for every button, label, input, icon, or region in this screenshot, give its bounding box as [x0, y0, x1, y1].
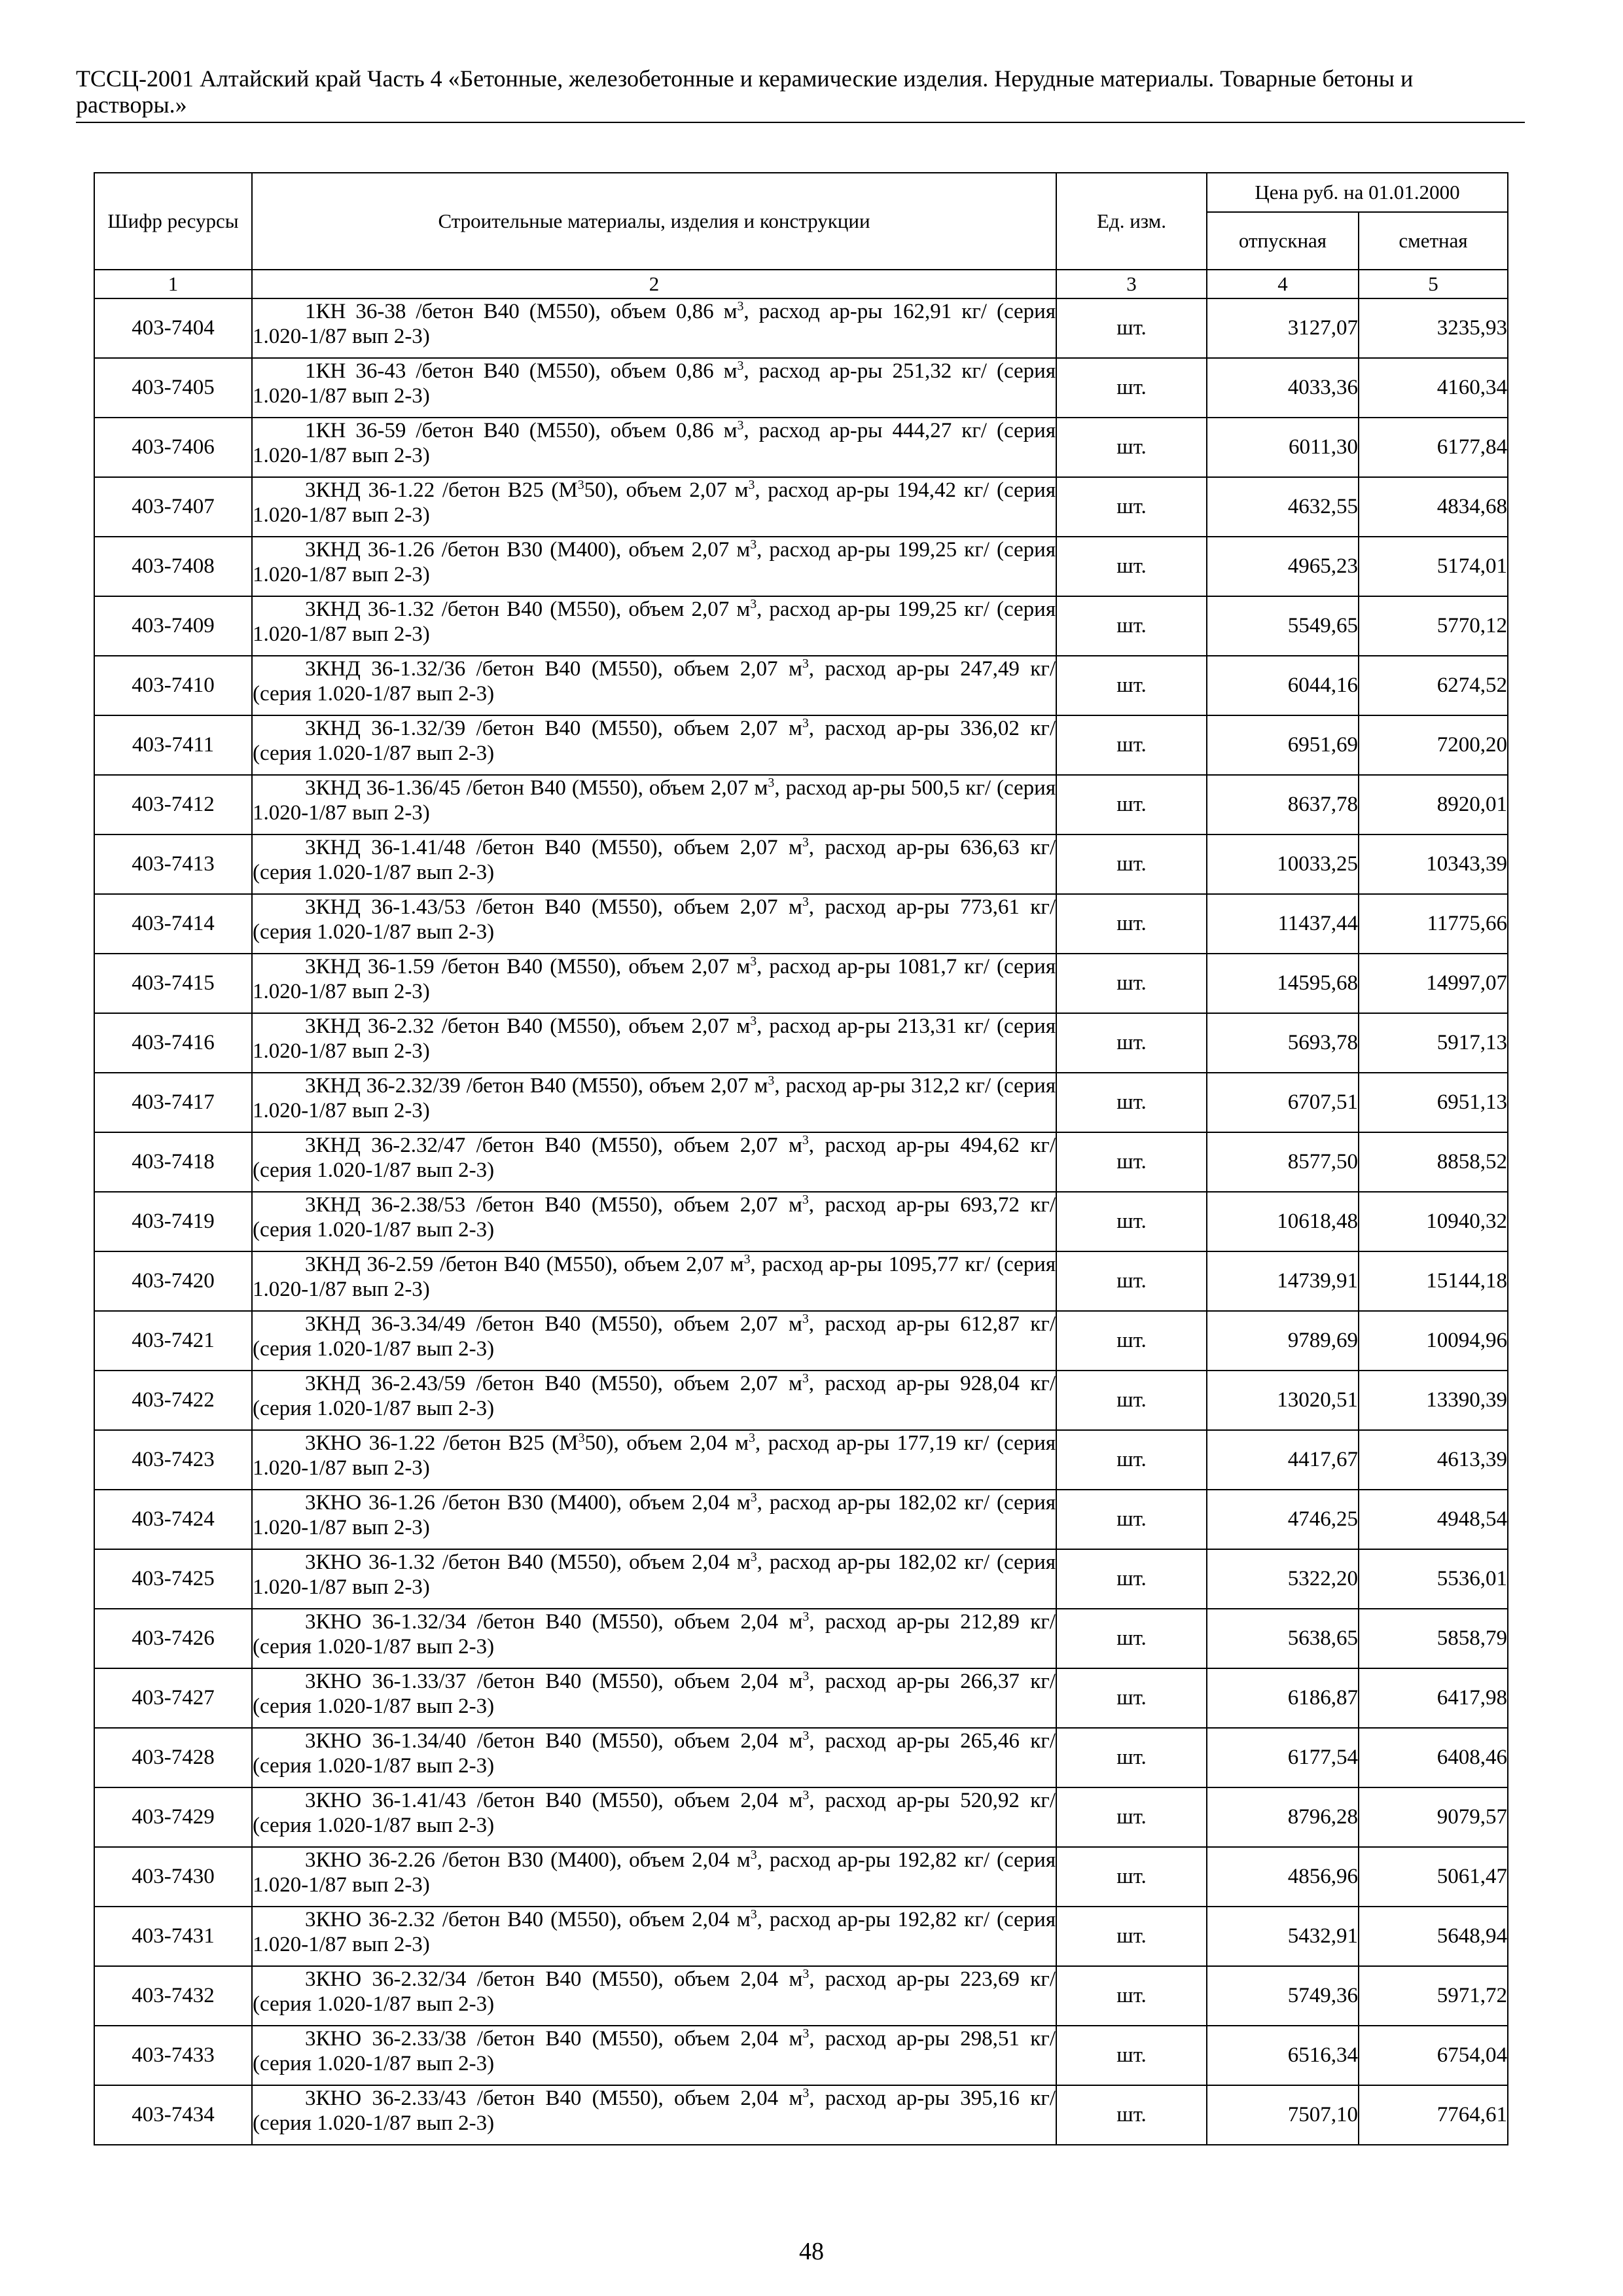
material-description-cell: [252, 1013, 1056, 1073]
material-description-cell: [252, 418, 1056, 477]
unit-cell: шт.: [1056, 834, 1207, 894]
resource-code-cell: 403-7416: [94, 1013, 252, 1073]
table-row: [94, 358, 1508, 418]
release-price-cell: 8637,78: [1207, 775, 1359, 834]
table-row: [94, 1609, 1508, 1668]
material-description: 3КНД 36-1.43/53 /бетон В40 (М550), объем 2,07 $м^3$, расход ар-ры 773,61 кг/ (серия 1.020-1/87 вып 2-3): [253, 895, 1056, 944]
table-row: [94, 1073, 1508, 1132]
material-description-cell: [252, 1549, 1056, 1609]
release-price-cell: 6516,34: [1207, 2026, 1359, 2085]
estimate-price-cell: 8920,01: [1359, 775, 1508, 834]
table-row: [94, 418, 1508, 477]
estimate-price-cell: 14997,07: [1359, 954, 1508, 1013]
material-description-cell: [252, 1847, 1056, 1907]
material-description: 3КНД 36-2.43/59 /бетон В40 (М550), объем 2,07 $м^3$, расход ар-ры 928,04 кг/ (серия 1.020-1/87 вып 2-3): [253, 1371, 1056, 1420]
unit-cell: шт.: [1056, 1192, 1207, 1251]
estimate-price-cell: 4948,54: [1359, 1490, 1508, 1549]
material-description-cell: [252, 1371, 1056, 1430]
table-row: [94, 1787, 1508, 1847]
unit-cell: шт.: [1056, 1609, 1207, 1668]
resource-code-cell: 403-7406: [94, 418, 252, 477]
material-description-cell: [252, 537, 1056, 596]
estimate-price-cell: 15144,18: [1359, 1251, 1508, 1311]
estimate-price-cell: 10940,32: [1359, 1192, 1508, 1251]
column-header-release: отпускная: [1207, 212, 1359, 270]
material-description: 3КНО 36-2.33/38 /бетон В40 (М550), объем 2,04 $м^3$, расход ар-ры 298,51 кг/ (серия 1.020-1/87 вып 2-3): [253, 2026, 1056, 2075]
header-rule: [76, 122, 1525, 123]
unit-cell: шт.: [1056, 1668, 1207, 1728]
unit-cell: шт.: [1056, 1430, 1207, 1490]
column-header-code: Шифр ресурсы: [94, 173, 252, 270]
table-row: [94, 1907, 1508, 1966]
resource-code-cell: 403-7405: [94, 358, 252, 418]
material-description-cell: [252, 1728, 1056, 1787]
material-description: 3КНД 36-1.22 /бетон В25 $(М^350)$, объем 2,07 $м^3$, расход ар-ры 194,42 кг/ (серия 1.020-1/87 вып 2-3): [253, 478, 1056, 527]
release-price-cell: 7507,10: [1207, 2085, 1359, 2145]
resource-code-cell: 403-7428: [94, 1728, 252, 1787]
unit-cell: шт.: [1056, 596, 1207, 656]
release-price-cell: 10618,48: [1207, 1192, 1359, 1251]
table-row: [94, 298, 1508, 358]
release-price-cell: 5322,20: [1207, 1549, 1359, 1609]
material-description-cell: [252, 834, 1056, 894]
release-price-cell: 10033,25: [1207, 834, 1359, 894]
material-description: 3КНД 36-2.59 /бетон В40 (М550), объем 2,07 $м^3$, расход ар-ры 1095,77 кг/ (серия 1.020-1/87 вып 2-3): [253, 1252, 1056, 1301]
material-description: 3КНД 36-3.34/49 /бетон В40 (М550), объем 2,07 $м^3$, расход ар-ры 612,87 кг/ (серия 1.020-1/87 вып 2-3): [253, 1312, 1056, 1361]
table-row: [94, 1311, 1508, 1371]
material-description: 3КНО 36-2.32 /бетон В40 (М550), объем 2,04 $м^3$, расход ар-ры 192,82 кг/ (серия 1.020-1/87 вып 2-3): [253, 1907, 1056, 1956]
resource-code-cell: 403-7420: [94, 1251, 252, 1311]
table-row: [94, 1728, 1508, 1787]
material-description: 3КНД 36-2.32 /бетон В40 (М550), объем 2,07 $м^3$, расход ар-ры 213,31 кг/ (серия 1.020-1/87 вып 2-3): [253, 1014, 1056, 1063]
resource-code-cell: 403-7426: [94, 1609, 252, 1668]
unit-cell: шт.: [1056, 477, 1207, 537]
table-row: [94, 715, 1508, 775]
table-row: [94, 1371, 1508, 1430]
estimate-price-cell: 4834,68: [1359, 477, 1508, 537]
resource-code-cell: 403-7410: [94, 656, 252, 715]
resource-code-cell: 403-7407: [94, 477, 252, 537]
unit-cell: шт.: [1056, 1132, 1207, 1192]
material-description-cell: [252, 2085, 1056, 2145]
unit-cell: шт.: [1056, 418, 1207, 477]
resource-code-cell: 403-7412: [94, 775, 252, 834]
material-description: 3КНО 36-2.32/34 /бетон В40 (М550), объем 2,04 $м^3$, расход ар-ры 223,69 кг/ (серия 1.020-1/87 вып 2-3): [253, 1967, 1056, 2016]
release-price-cell: 13020,51: [1207, 1371, 1359, 1430]
unit-cell: шт.: [1056, 894, 1207, 954]
material-description: 3КНД 36-2.38/53 /бетон В40 (М550), объем 2,07 $м^3$, расход ар-ры 693,72 кг/ (серия 1.020-1/87 вып 2-3): [253, 1193, 1056, 1242]
material-description: 3КНД 36-2.32/47 /бетон В40 (М550), объем 2,07 $м^3$, расход ар-ры 494,62 кг/ (серия 1.020-1/87 вып 2-3): [253, 1133, 1056, 1182]
material-description: 3КНО 36-1.34/40 /бетон В40 (М550), объем 2,04 $м^3$, расход ар-ры 265,46 кг/ (серия 1.020-1/87 вып 2-3): [253, 1729, 1056, 1778]
table-row: [94, 2085, 1508, 2145]
unit-cell: шт.: [1056, 358, 1207, 418]
release-price-cell: 6177,54: [1207, 1728, 1359, 1787]
release-price-cell: 6707,51: [1207, 1073, 1359, 1132]
table-row: [94, 2026, 1508, 2085]
estimate-price-cell: 5174,01: [1359, 537, 1508, 596]
unit-cell: шт.: [1056, 1311, 1207, 1371]
material-description-cell: [252, 1907, 1056, 1966]
unit-cell: шт.: [1056, 1073, 1207, 1132]
estimate-price-cell: 5770,12: [1359, 596, 1508, 656]
unit-cell: шт.: [1056, 537, 1207, 596]
release-price-cell: 6044,16: [1207, 656, 1359, 715]
column-header-name: Строительные материалы, изделия и конструкции: [252, 173, 1056, 270]
release-price-cell: 6011,30: [1207, 418, 1359, 477]
material-description-cell: [252, 1668, 1056, 1728]
estimate-price-cell: 6951,13: [1359, 1073, 1508, 1132]
table-row: [94, 894, 1508, 954]
unit-cell: шт.: [1056, 2085, 1207, 2145]
estimate-price-cell: 5917,13: [1359, 1013, 1508, 1073]
material-description: 3КНД 36-1.26 /бетон В30 (М400), объем 2,07 $м^3$, расход ар-ры 199,25 кг/ (серия 1.020-1/87 вып 2-3): [253, 537, 1056, 586]
unit-cell: шт.: [1056, 1371, 1207, 1430]
page-number: 48: [799, 2238, 824, 2265]
material-description-cell: [252, 1490, 1056, 1549]
material-description: 3КНД 36-1.32 /бетон В40 (М550), объем 2,07 $м^3$, расход ар-ры 199,25 кг/ (серия 1.020-1/87 вып 2-3): [253, 597, 1056, 646]
table-body: [94, 298, 1508, 2145]
estimate-price-cell: 7764,61: [1359, 2085, 1508, 2145]
release-price-cell: 14595,68: [1207, 954, 1359, 1013]
estimate-price-cell: 6274,52: [1359, 656, 1508, 715]
release-price-cell: 14739,91: [1207, 1251, 1359, 1311]
resource-code-cell: 403-7427: [94, 1668, 252, 1728]
resource-code-cell: 403-7404: [94, 298, 252, 358]
resource-code-cell: 403-7419: [94, 1192, 252, 1251]
release-price-cell: 8796,28: [1207, 1787, 1359, 1847]
unit-cell: шт.: [1056, 1847, 1207, 1907]
unit-cell: шт.: [1056, 715, 1207, 775]
estimate-price-cell: 6754,04: [1359, 2026, 1508, 2085]
material-description-cell: [252, 2026, 1056, 2085]
estimate-price-cell: 5536,01: [1359, 1549, 1508, 1609]
material-description: 3КНО 36-1.41/43 /бетон В40 (М550), объем 2,04 $м^3$, расход ар-ры 520,92 кг/ (серия 1.020-1/87 вып 2-3): [253, 1788, 1056, 1837]
resource-code-cell: 403-7409: [94, 596, 252, 656]
material-description: 3КНД 36-1.59 /бетон В40 (М550), объем 2,07 $м^3$, расход ар-ры 1081,7 кг/ (серия 1.020-1/87 вып 2-3): [253, 954, 1056, 1003]
release-price-cell: 5749,36: [1207, 1966, 1359, 2026]
release-price-cell: 6186,87: [1207, 1668, 1359, 1728]
column-number: 1: [94, 270, 252, 298]
table-row: [94, 596, 1508, 656]
estimate-price-cell: 11775,66: [1359, 894, 1508, 954]
release-price-cell: 5432,91: [1207, 1907, 1359, 1966]
material-description: 3КНД 36-2.32/39 /бетон В40 (М550), объем 2,07 $м^3$, расход ар-ры 312,2 кг/ (серия 1.020-1/87 вып 2-3): [253, 1073, 1056, 1122]
material-description-cell: [252, 1132, 1056, 1192]
material-description-cell: [252, 775, 1056, 834]
material-description: 3КНД 36-1.36/45 /бетон В40 (М550), объем 2,07 $м^3$, расход ар-ры 500,5 кг/ (серия 1.020-1/87 вып 2-3): [253, 776, 1056, 825]
table-row: [94, 537, 1508, 596]
resource-code-cell: 403-7413: [94, 834, 252, 894]
material-description-cell: [252, 954, 1056, 1013]
material-description-cell: [252, 715, 1056, 775]
table-row: [94, 1668, 1508, 1728]
release-price-cell: 11437,44: [1207, 894, 1359, 954]
release-price-cell: 3127,07: [1207, 298, 1359, 358]
material-description: 1КН 36-38 /бетон В40 (М550), объем 0,86 $м^3$, расход ар-ры 162,91 кг/ (серия 1.020-1/87 вып 2-3): [253, 299, 1056, 348]
estimate-price-cell: 9079,57: [1359, 1787, 1508, 1847]
unit-cell: шт.: [1056, 954, 1207, 1013]
material-description-cell: [252, 1430, 1056, 1490]
release-price-cell: 5549,65: [1207, 596, 1359, 656]
estimate-price-cell: 10343,39: [1359, 834, 1508, 894]
material-description: 3КНО 36-1.32 /бетон В40 (М550), объем 2,04 $м^3$, расход ар-ры 182,02 кг/ (серия 1.020-1/87 вып 2-3): [253, 1550, 1056, 1599]
price-table: [94, 172, 1508, 2145]
resource-code-cell: 403-7425: [94, 1549, 252, 1609]
table-row: [94, 954, 1508, 1013]
table-row: [94, 1490, 1508, 1549]
material-description: 3КНО 36-1.26 /бетон В30 (М400), объем 2,04 $м^3$, расход ар-ры 182,02 кг/ (серия 1.020-1/87 вып 2-3): [253, 1490, 1056, 1539]
table-row: [94, 775, 1508, 834]
estimate-price-cell: 8858,52: [1359, 1132, 1508, 1192]
resource-code-cell: 403-7411: [94, 715, 252, 775]
material-description-cell: [252, 894, 1056, 954]
table-row: [94, 656, 1508, 715]
resource-code-cell: 403-7418: [94, 1132, 252, 1192]
release-price-cell: 5693,78: [1207, 1013, 1359, 1073]
estimate-price-cell: 6417,98: [1359, 1668, 1508, 1728]
estimate-price-cell: 5061,47: [1359, 1847, 1508, 1907]
release-price-cell: 4856,96: [1207, 1847, 1359, 1907]
estimate-price-cell: 5858,79: [1359, 1609, 1508, 1668]
column-number: 2: [252, 270, 1056, 298]
table-row: [94, 1430, 1508, 1490]
resource-code-cell: 403-7434: [94, 2085, 252, 2145]
material-description: 3КНО 36-2.26 /бетон В30 (М400), объем 2,04 $м^3$, расход ар-ры 192,82 кг/ (серия 1.020-1/87 вып 2-3): [253, 1848, 1056, 1897]
table-row: [94, 1192, 1508, 1251]
unit-cell: шт.: [1056, 1251, 1207, 1311]
release-price-cell: 5638,65: [1207, 1609, 1359, 1668]
material-description-cell: [252, 1251, 1056, 1311]
table-row: [94, 1966, 1508, 2026]
material-description-cell: [252, 1966, 1056, 2026]
unit-cell: шт.: [1056, 2026, 1207, 2085]
material-description-cell: [252, 1787, 1056, 1847]
resource-code-cell: 403-7430: [94, 1847, 252, 1907]
material-description-cell: [252, 298, 1056, 358]
estimate-price-cell: 4160,34: [1359, 358, 1508, 418]
material-description: 3КНД 36-1.32/36 /бетон В40 (М550), объем 2,07 $м^3$, расход ар-ры 247,49 кг/ (серия 1.020-1/87 вып 2-3): [253, 656, 1056, 706]
estimate-price-cell: 10094,96: [1359, 1311, 1508, 1371]
page-header: ТССЦ-2001 Алтайский край Часть 4 «Бетонные, железобетонные и керамические изделия. Нерудные материалы. Товарные бетоны и растворы.»: [76, 65, 1414, 118]
estimate-price-cell: 13390,39: [1359, 1371, 1508, 1430]
table-row: [94, 1847, 1508, 1907]
unit-cell: шт.: [1056, 1013, 1207, 1073]
material-description: 3КНД 36-1.41/48 /бетон В40 (М550), объем 2,07 $м^3$, расход ар-ры 636,63 кг/ (серия 1.020-1/87 вып 2-3): [253, 835, 1056, 884]
table-row: [94, 1013, 1508, 1073]
resource-code-cell: 403-7422: [94, 1371, 252, 1430]
column-header-price-group: Цена руб. на 01.01.2000: [1207, 173, 1508, 212]
estimate-price-cell: 7200,20: [1359, 715, 1508, 775]
resource-code-cell: 403-7408: [94, 537, 252, 596]
estimate-price-cell: 3235,93: [1359, 298, 1508, 358]
material-description-cell: [252, 477, 1056, 537]
release-price-cell: 4632,55: [1207, 477, 1359, 537]
release-price-cell: 9789,69: [1207, 1311, 1359, 1371]
unit-cell: шт.: [1056, 1787, 1207, 1847]
material-description: 3КНД 36-1.32/39 /бетон В40 (М550), объем 2,07 $м^3$, расход ар-ры 336,02 кг/ (серия 1.020-1/87 вып 2-3): [253, 716, 1056, 765]
estimate-price-cell: 5971,72: [1359, 1966, 1508, 2026]
material-description: 3КНО 36-1.33/37 /бетон В40 (М550), объем 2,04 $м^3$, расход ар-ры 266,37 кг/ (серия 1.020-1/87 вып 2-3): [253, 1669, 1056, 1718]
unit-cell: шт.: [1056, 1490, 1207, 1549]
release-price-cell: 4033,36: [1207, 358, 1359, 418]
column-number: 5: [1359, 270, 1508, 298]
estimate-price-cell: 6408,46: [1359, 1728, 1508, 1787]
resource-code-cell: 403-7415: [94, 954, 252, 1013]
material-description-cell: [252, 1311, 1056, 1371]
resource-code-cell: 403-7431: [94, 1907, 252, 1966]
table-row: [94, 1549, 1508, 1609]
material-description: 1КН 36-43 /бетон В40 (М550), объем 0,86 $м^3$, расход ар-ры 251,32 кг/ (серия 1.020-1/87 вып 2-3): [253, 359, 1056, 408]
column-header-estimate: сметная: [1359, 212, 1508, 270]
resource-code-cell: 403-7429: [94, 1787, 252, 1847]
unit-cell: шт.: [1056, 1966, 1207, 2026]
table-row: [94, 1251, 1508, 1311]
material-description-cell: [252, 1073, 1056, 1132]
release-price-cell: 4965,23: [1207, 537, 1359, 596]
unit-cell: шт.: [1056, 1907, 1207, 1966]
unit-cell: шт.: [1056, 298, 1207, 358]
estimate-price-cell: 4613,39: [1359, 1430, 1508, 1490]
unit-cell: шт.: [1056, 1728, 1207, 1787]
estimate-price-cell: 5648,94: [1359, 1907, 1508, 1966]
resource-code-cell: 403-7424: [94, 1490, 252, 1549]
estimate-price-cell: 6177,84: [1359, 418, 1508, 477]
resource-code-cell: 403-7421: [94, 1311, 252, 1371]
material-description: 3КНО 36-1.22 /бетон В25 $(М^350)$, объем 2,04 $м^3$, расход ар-ры 177,19 кг/ (серия 1.020-1/87 вып 2-3): [253, 1431, 1056, 1480]
material-description: 3КНО 36-2.33/43 /бетон В40 (М550), объем 2,04 $м^3$, расход ар-ры 395,16 кг/ (серия 1.020-1/87 вып 2-3): [253, 2086, 1056, 2135]
release-price-cell: 8577,50: [1207, 1132, 1359, 1192]
material-description-cell: [252, 358, 1056, 418]
table-row: [94, 834, 1508, 894]
column-number: 4: [1207, 270, 1359, 298]
resource-code-cell: 403-7423: [94, 1430, 252, 1490]
resource-code-cell: 403-7433: [94, 2026, 252, 2085]
unit-cell: шт.: [1056, 1549, 1207, 1609]
material-description-cell: [252, 1609, 1056, 1668]
resource-code-cell: 403-7414: [94, 894, 252, 954]
release-price-cell: 4746,25: [1207, 1490, 1359, 1549]
material-description-cell: [252, 1192, 1056, 1251]
material-description-cell: [252, 596, 1056, 656]
unit-cell: шт.: [1056, 656, 1207, 715]
release-price-cell: 6951,69: [1207, 715, 1359, 775]
column-header-unit: Ед. изм.: [1056, 173, 1207, 270]
table-row: [94, 1132, 1508, 1192]
column-number: 3: [1056, 270, 1207, 298]
material-description: 3КНО 36-1.32/34 /бетон В40 (М550), объем 2,04 $м^3$, расход ар-ры 212,89 кг/ (серия 1.020-1/87 вып 2-3): [253, 1609, 1056, 1659]
release-price-cell: 4417,67: [1207, 1430, 1359, 1490]
material-description: 1КН 36-59 /бетон В40 (М550), объем 0,86 $м^3$, расход ар-ры 444,27 кг/ (серия 1.020-1/87 вып 2-3): [253, 418, 1056, 467]
unit-cell: шт.: [1056, 775, 1207, 834]
table-row: [94, 477, 1508, 537]
resource-code-cell: 403-7432: [94, 1966, 252, 2026]
material-description-cell: [252, 656, 1056, 715]
resource-code-cell: 403-7417: [94, 1073, 252, 1132]
